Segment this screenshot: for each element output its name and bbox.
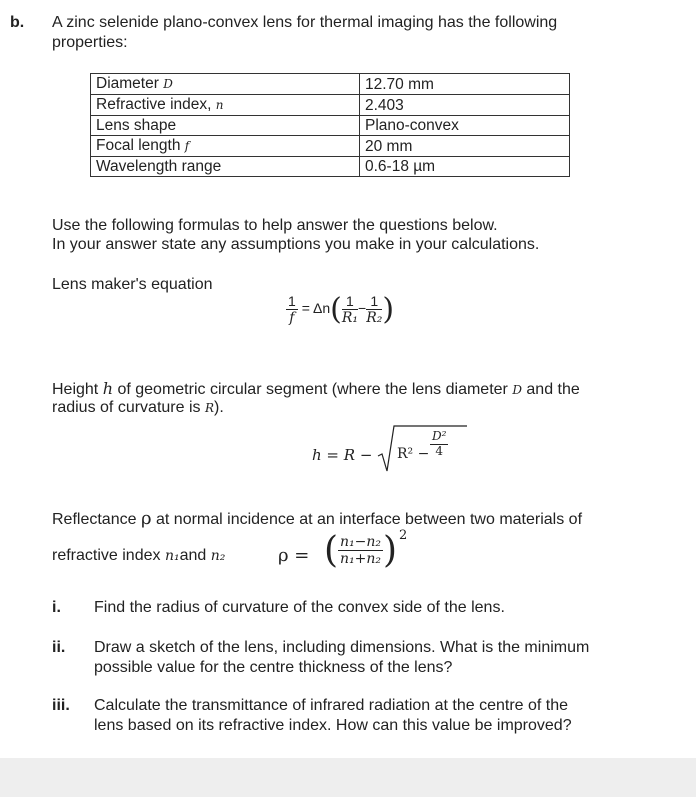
intro-line-2: properties: bbox=[52, 34, 128, 51]
fraction-1-over-r2: $\frac{1}{\text{R₂}}$ bbox=[366, 292, 383, 326]
question-label: ii. bbox=[52, 639, 66, 656]
question-iii-line-2: lens based on its refractive index. How can this value be improved? bbox=[94, 717, 572, 734]
properties-table bbox=[90, 73, 570, 177]
question-ii-line-2: possible value for the centre thickness of the lens? bbox=[94, 659, 453, 676]
property-name: Focal length f bbox=[91, 136, 360, 157]
height-formula-lhs: h = R − bbox=[312, 446, 373, 464]
property-value: 12.70 mm bbox=[360, 74, 570, 95]
table-row bbox=[91, 95, 570, 116]
fraction-reflectance: $\frac{\text{n₁−n₂}}{\text{n₁+n₂}}$ bbox=[340, 533, 382, 567]
fraction-1-over-r1: $\frac{1}{\text{R₁}}$ bbox=[341, 292, 358, 326]
property-name: Diameter D bbox=[91, 74, 360, 95]
right-paren-icon: ) bbox=[382, 292, 395, 327]
left-paren-icon: ( bbox=[324, 530, 339, 571]
property-name: Refractive index, n bbox=[91, 95, 360, 116]
height-line-2: radius of curvature is R). bbox=[52, 399, 224, 416]
height-formula-r2: R² − bbox=[397, 446, 430, 462]
instructions-line-1: Use the following formulas to help answer the questions below. bbox=[52, 217, 498, 234]
left-paren-icon: ( bbox=[330, 292, 342, 327]
instructions-line-2: In your answer state any assumptions you make in your calculations. bbox=[52, 236, 540, 253]
right-paren-icon: ) bbox=[383, 530, 398, 571]
reflectance-exponent: 2 bbox=[399, 528, 408, 543]
property-value: 20 mm bbox=[360, 136, 570, 157]
question-ii-line-1: Draw a sketch of the lens, including dimensions. What is the minimum bbox=[94, 639, 590, 656]
property-value: Plano-convex bbox=[360, 116, 570, 136]
question-label: i. bbox=[52, 599, 61, 616]
lens-maker-label: Lens maker's equation bbox=[52, 276, 213, 293]
reflectance-formula-lhs: ρ = bbox=[278, 545, 310, 566]
question-label: iii. bbox=[52, 697, 70, 714]
height-line-1: Height h of geometric circular segment (where the lens diameter D and the bbox=[52, 379, 580, 398]
fraction-1-over-f: $\frac{1}{f}$ bbox=[288, 292, 296, 326]
table-row bbox=[91, 74, 570, 95]
intro-line-1: A zinc selenide plano-convex lens for thermal imaging has the following bbox=[52, 14, 558, 31]
reflectance-line-2: refractive index n₁and n₂ bbox=[52, 547, 226, 564]
property-value: 0.6-18 µm bbox=[360, 157, 570, 177]
reflectance-line-1: Reflectance ρ at normal incidence at an interface between two materials of bbox=[52, 508, 583, 529]
footer-band bbox=[0, 758, 696, 797]
property-name: Lens shape bbox=[91, 116, 360, 136]
lens-maker-formula: $\frac{1}{f}$ = Δn( $\frac{1}{\text{R₁}}$ − $\frac{1}{\text{R₂}}$ ) bbox=[288, 292, 395, 327]
table-row bbox=[91, 157, 570, 177]
question-iii-line-1: Calculate the transmittance of infrared radiation at the centre of the bbox=[94, 697, 569, 714]
table-row bbox=[91, 136, 570, 157]
reflectance-formula bbox=[324, 530, 397, 571]
table-row bbox=[91, 116, 570, 136]
property-value: 2.403 bbox=[360, 95, 570, 116]
section-label: b. bbox=[10, 14, 25, 31]
question-i-line-1: Find the radius of curvature of the convex side of the lens. bbox=[94, 599, 505, 616]
property-name: Wavelength range bbox=[91, 157, 360, 177]
fraction-d2-over-4: $\frac{\text{D²}}{4}$ bbox=[432, 429, 447, 458]
